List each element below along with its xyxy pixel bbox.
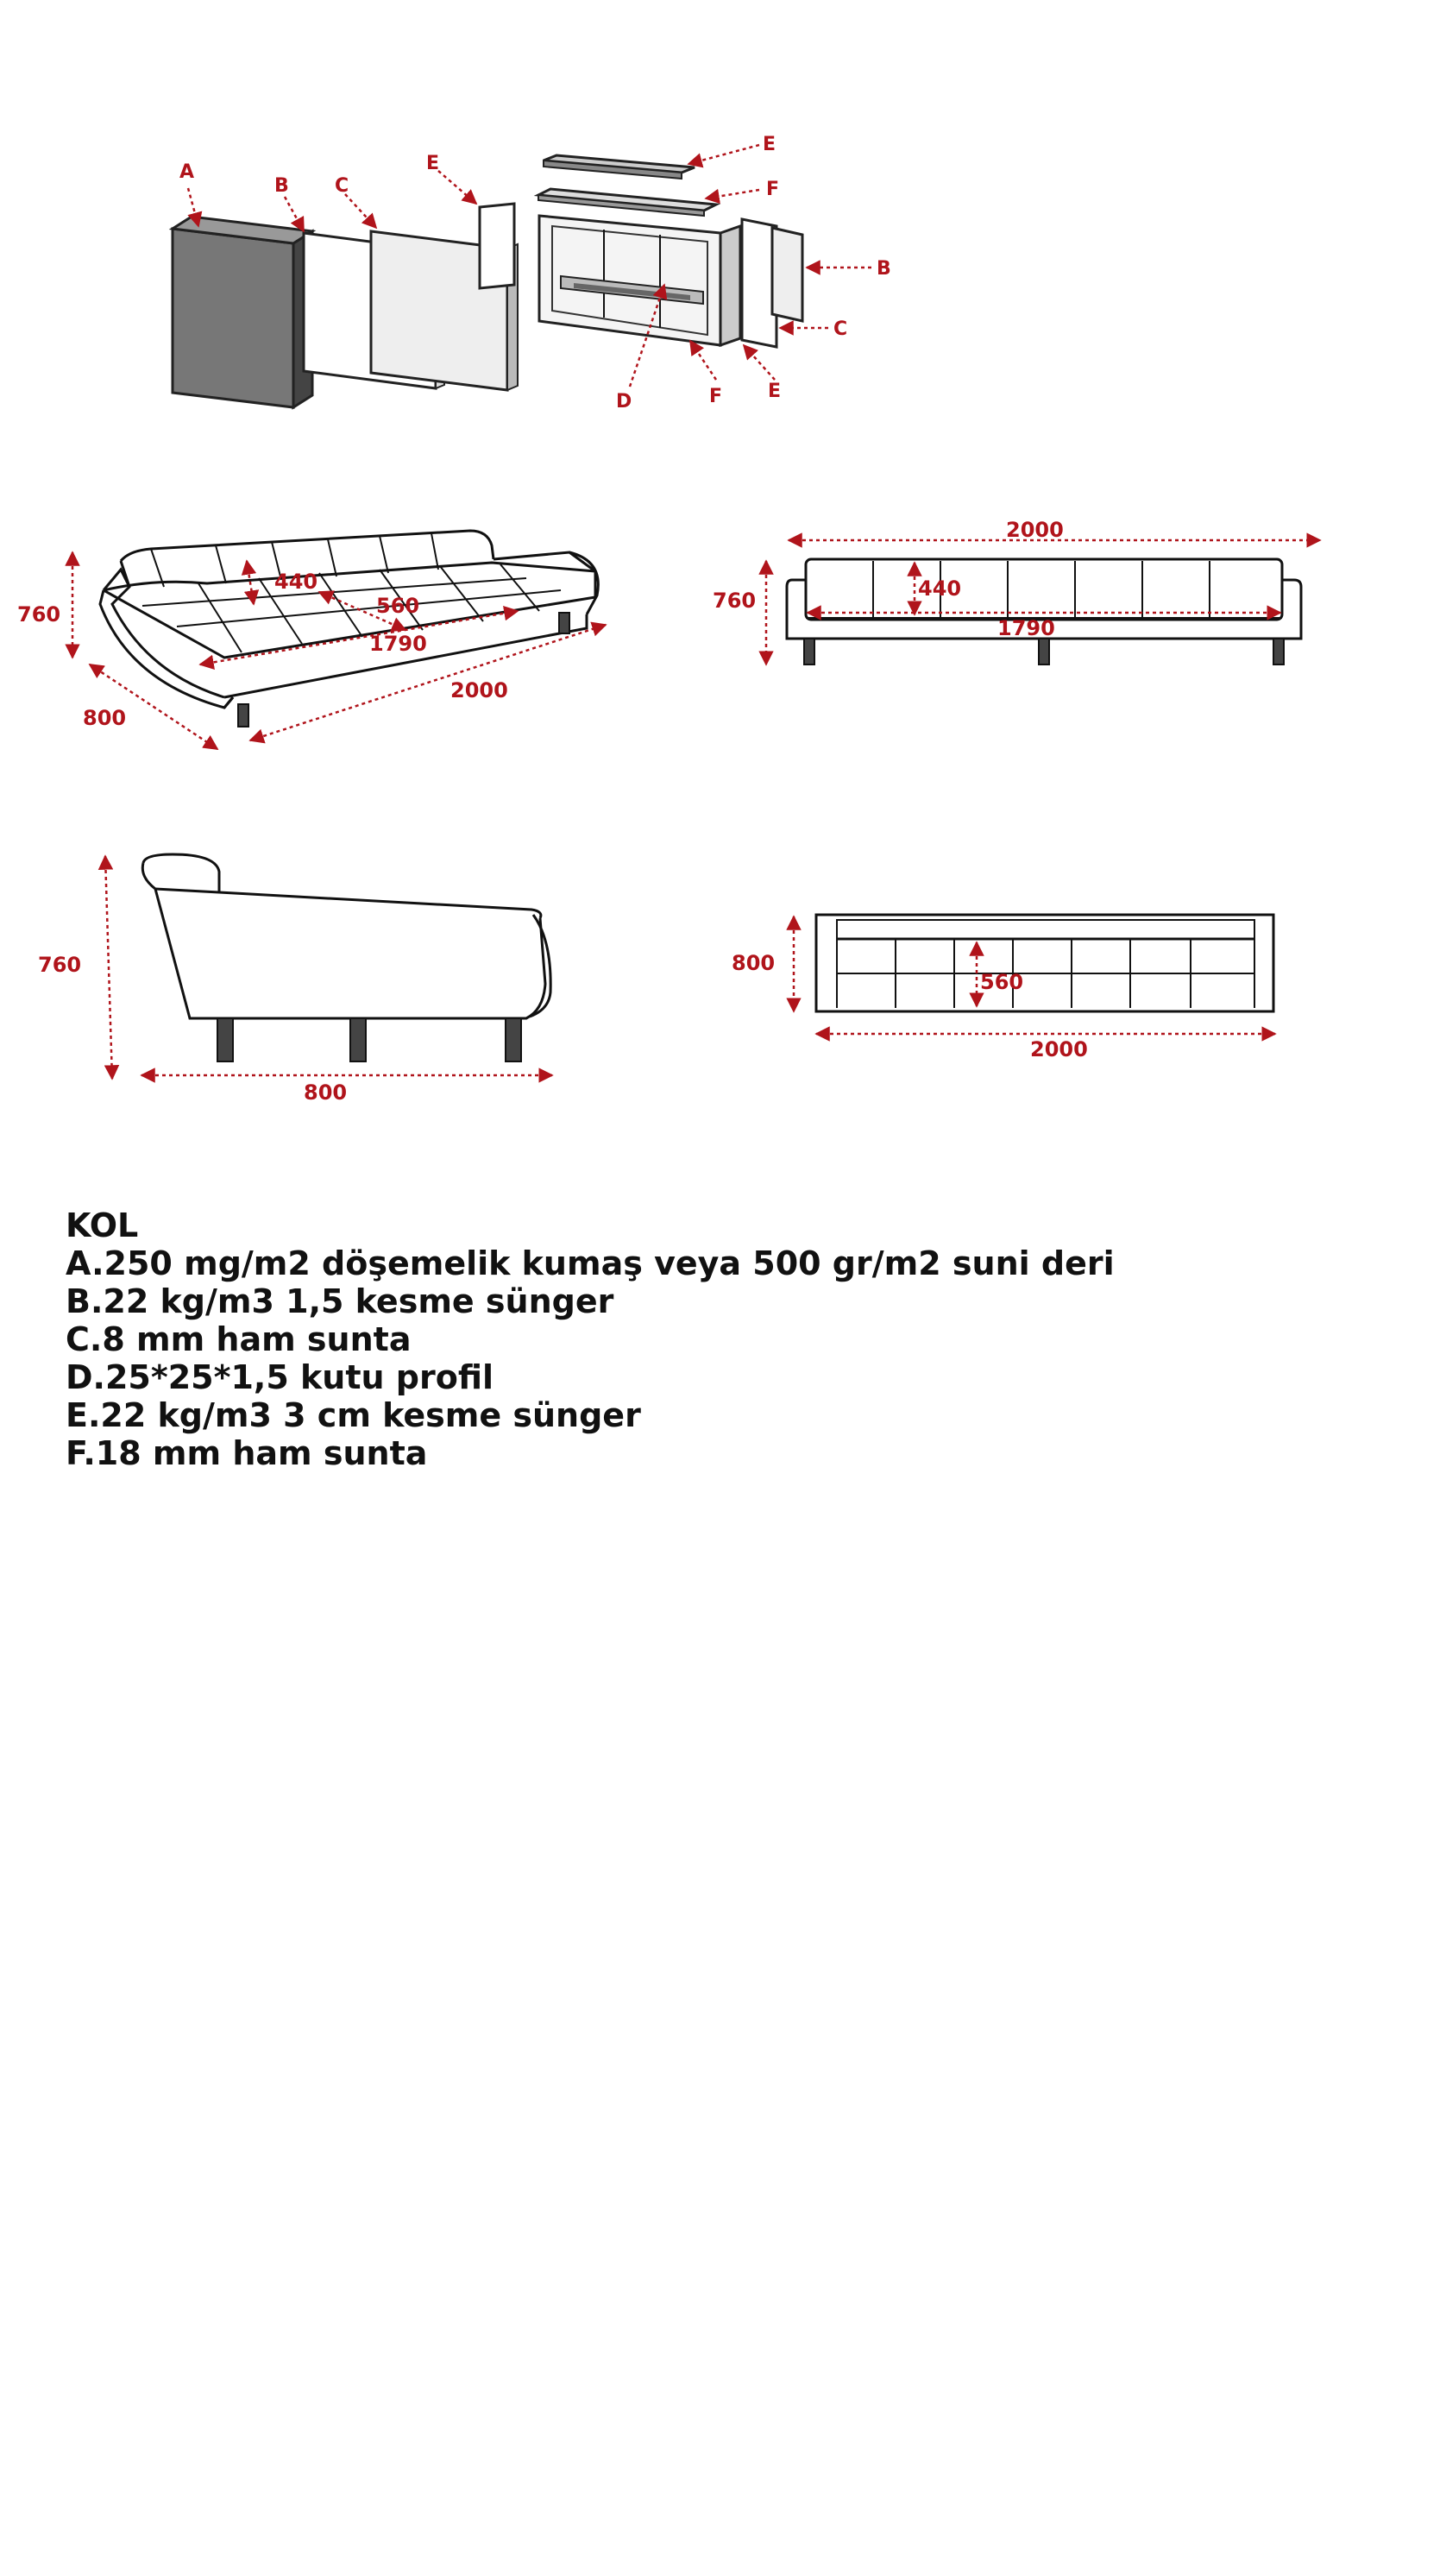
- side-view: [38, 854, 552, 1105]
- side-depth: 800: [304, 1080, 348, 1105]
- front-seat-height: 440: [918, 576, 962, 601]
- perspective-view: [17, 531, 606, 749]
- persp-depth: 800: [83, 706, 127, 730]
- part-e-top: [544, 155, 695, 179]
- legend-heading: KOL: [66, 1206, 139, 1244]
- label-b-right: B: [877, 258, 891, 280]
- front-width: 2000: [1006, 518, 1064, 542]
- exploded-view: [173, 134, 891, 413]
- persp-width: 2000: [450, 678, 508, 702]
- part-f-top: [538, 189, 716, 216]
- label-f-top: F: [766, 179, 780, 200]
- part-a-upholstery: [173, 217, 312, 407]
- persp-seat-width: 1790: [369, 632, 427, 656]
- top-seat-depth: 560: [980, 970, 1024, 994]
- part-e-strip: [480, 204, 514, 288]
- legend-item-a: A.250 mg/m2 döşemelik kumaş veya 500 gr/m2 suni deri: [66, 1244, 1115, 1282]
- legend-item-e: E.22 kg/m3 3 cm kesme sünger: [66, 1396, 641, 1434]
- front-height: 760: [713, 589, 757, 613]
- label-e-bottom: E: [768, 381, 782, 402]
- top-depth: 800: [732, 951, 776, 975]
- persp-seat-height: 440: [274, 570, 318, 594]
- material-legend: [66, 1206, 1411, 1472]
- legend-item-c: C.8 mm ham sunta: [66, 1320, 412, 1358]
- legend-item-d: D.25*25*1,5 kutu profil: [66, 1358, 494, 1396]
- label-b-left: B: [274, 175, 289, 197]
- persp-seat-depth: 560: [376, 594, 420, 618]
- label-c-left: C: [335, 175, 349, 197]
- front-seat-width: 1790: [997, 616, 1055, 640]
- label-f-bottom: F: [709, 386, 723, 407]
- label-d-bottom: D: [616, 391, 632, 413]
- persp-height: 760: [17, 602, 61, 627]
- top-width: 2000: [1030, 1037, 1088, 1061]
- legend-item-f: F.18 mm ham sunta: [66, 1434, 428, 1472]
- front-view: [713, 518, 1320, 664]
- label-e-top: E: [763, 134, 776, 155]
- part-d-frame: [539, 216, 740, 345]
- top-view: [732, 915, 1275, 1061]
- label-e-left: E: [426, 153, 440, 174]
- label-a: A: [179, 161, 195, 183]
- legend-item-b: B.22 kg/m3 1,5 kesme sünger: [66, 1282, 614, 1320]
- side-height: 760: [38, 953, 82, 977]
- label-c-right: C: [833, 318, 848, 340]
